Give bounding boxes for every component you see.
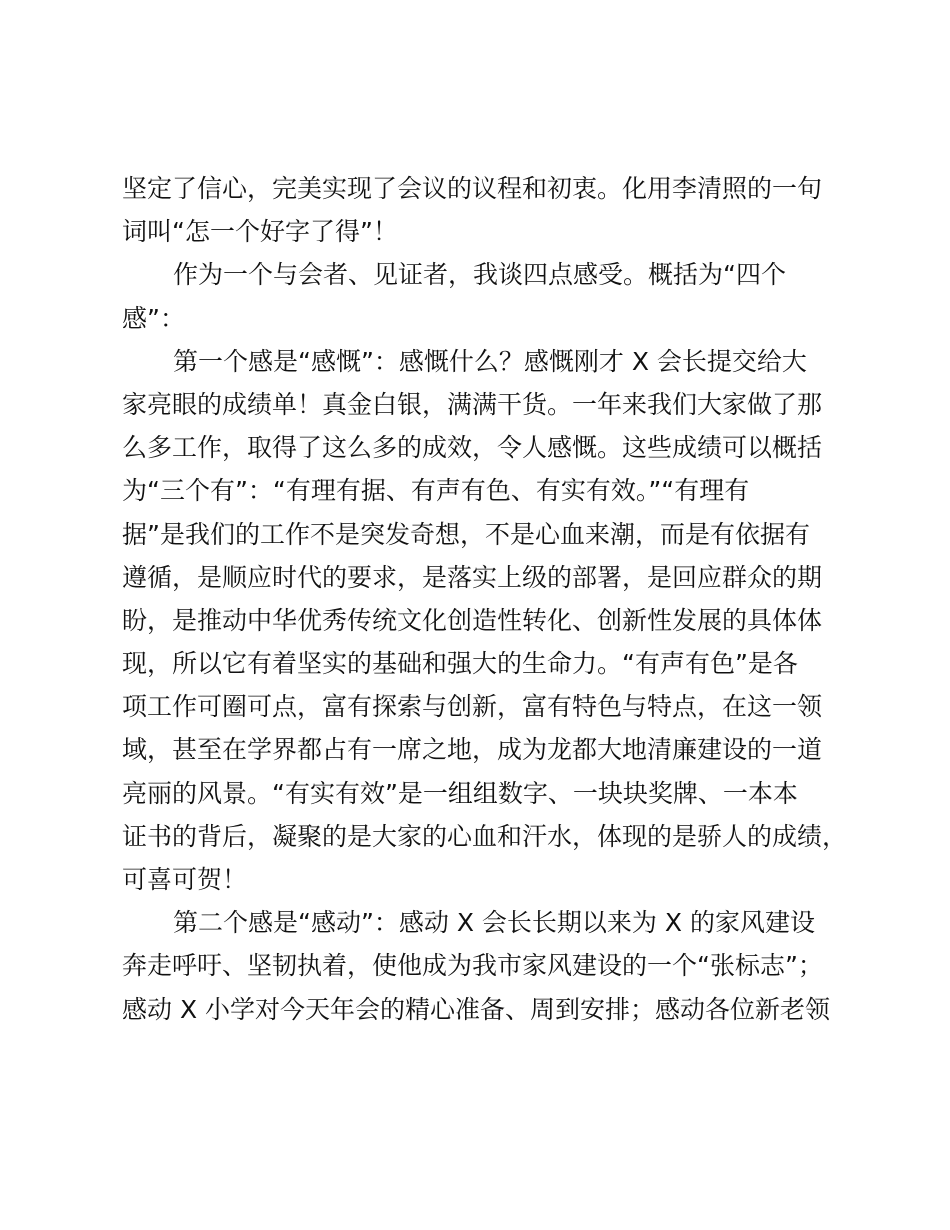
text-line: 么多工作，取得了这么多的成效，令人感慨。这些成绩可以概括 bbox=[122, 433, 823, 463]
text-line: 亮丽的风景。“有实有效”是一组组数字、一块块奖牌、一本本 bbox=[122, 778, 798, 808]
text-line: 遵循，是顺应时代的要求，是落实上级的部署，是回应群众的期 bbox=[122, 562, 823, 592]
text-line: 奔走呼吁、坚韧执着，使他成为我市家风建设的一个“张标志”； bbox=[122, 951, 823, 981]
paragraph-first-line: 作为一个与会者、见证者，我谈四点感受。概括为“四个 bbox=[173, 260, 786, 290]
text-line: 家亮眼的成绩单！真金白银，满满干货。一年来我们大家做了那 bbox=[122, 389, 823, 419]
text-line: 为“三个有”：“有理有据、有声有色、有实有效。”“有理有 bbox=[122, 476, 750, 506]
paragraph-first-line: 第一个感是“感慨”：感慨什么？感慨刚才 X 会长提交给大 bbox=[173, 346, 807, 376]
text-line: 证书的背后，凝聚的是大家的心血和汗水，体现的是骄人的成绩， bbox=[122, 821, 848, 851]
text-line: 感”： bbox=[122, 303, 185, 333]
text-line: 项工作可圈可点，富有探索与创新，富有特色与特点，在这一领 bbox=[122, 692, 823, 722]
text-line: 盼，是推动中华优秀传统文化创造性转化、创新性发展的具体体 bbox=[122, 605, 823, 635]
text-line: 据”是我们的工作不是突发奇想，不是心血来潮，而是有依据有 bbox=[122, 519, 810, 549]
text-line: 可喜可贺！ bbox=[122, 865, 248, 894]
text-line: 域，甚至在学界都占有一席之地，成为龙都大地清廉建设的一道 bbox=[122, 735, 823, 765]
text-line: 词叫“怎一个好字了得”！ bbox=[122, 217, 398, 247]
paragraph-first-line: 第二个感是“感动”：感动 X 会长长期以来为 X 的家风建设 bbox=[173, 908, 815, 938]
text-line: 感动 X 小学对今天年会的精心准备、周到安排；感动各位新老领 bbox=[122, 994, 831, 1024]
text-line: 现，所以它有着坚实的基础和强大的生命力。“有声有色”是各 bbox=[122, 649, 798, 679]
text-line: 坚定了信心，完美实现了会议的议程和初衷。化用李清照的一句 bbox=[122, 174, 823, 203]
document-body bbox=[122, 167, 848, 1031]
